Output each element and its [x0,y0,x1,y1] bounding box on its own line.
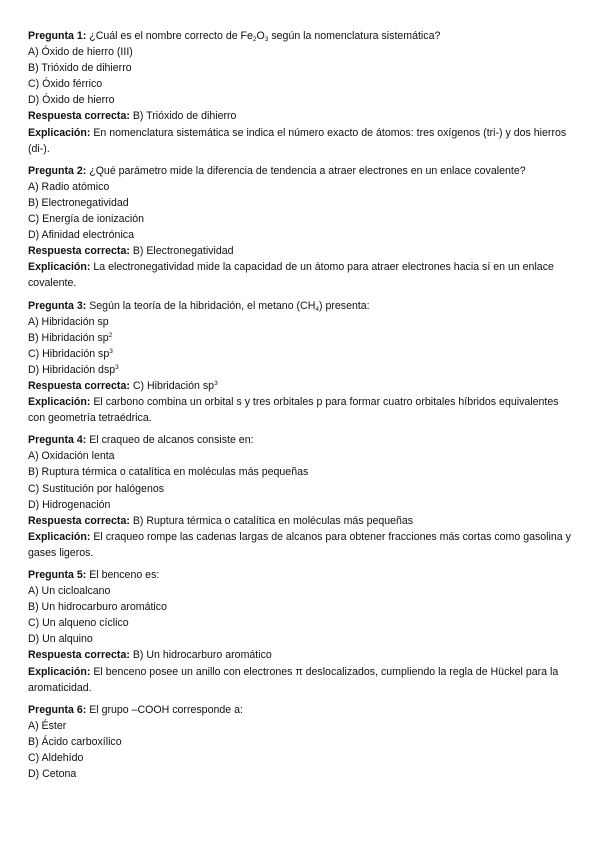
question-4 [28,432,573,561]
question-prompt: Pregunta 6: El grupo –COOH corresponde a: [28,703,243,716]
correct-answer-label: Respuesta correcta: [28,514,130,527]
option-c: C) Un alqueno cíclico [28,617,129,630]
option-d: D) Un alquino [28,633,93,646]
correct-answer-label: Respuesta correcta: [28,110,130,123]
question-3 [28,298,573,427]
correct-answer-label: Respuesta correcta: [28,245,130,258]
option-d: D) Hibridación dsp$^3$ [28,363,119,376]
correct-answer-label: Respuesta correcta: [28,379,130,392]
question-number: Pregunta 4: [28,434,87,447]
question-number: Pregunta 3: [28,299,87,312]
question-number: Pregunta 1: [28,30,87,42]
explanation: Explicación: En nomenclatura sistemática se indica el número exacto de átomos: tres oxígenos (tri-) y dos hierros (di-). [28,126,567,155]
option-b: B) Ruptura térmica o catalítica en moléculas más pequeñas [28,466,309,479]
option-c: C) Aldehído [28,752,84,765]
explanation-label: Explicación: [28,126,91,139]
question-number: Pregunta 2: [28,164,87,177]
question-prompt: Pregunta 3: Según la teoría de la hibridación, el metano $(CH_4)$ presenta: [28,299,370,313]
option-b: B) Un hidrocarburo aromático [28,601,167,614]
question-6 [28,702,573,782]
explanation-label: Explicación: [28,261,91,274]
question-prompt: Pregunta 5: El benceno es: [28,569,160,581]
option-c: C) Energía de ionización [28,213,145,226]
option-d: D) Hidrogenación [28,498,111,511]
correct-answer-label: Respuesta correcta: [28,649,130,662]
option-d: D) Afinidad electrónica [28,229,134,242]
question-prompt: Pregunta 2: ¿Qué parámetro mide la diferencia de tendencia a atraer electrones en un enlace covalente? [28,164,526,177]
question-number: Pregunta 5: [28,569,87,581]
explanation: Explicación: El benceno posee un anillo con electrones π deslocalizados, cumpliendo la regla de Hückel para la aromaticidad. [28,665,559,694]
explanation: Explicación: El carbono combina un orbital s y tres orbitales p para formar cuatro orbitales híbridos equivalentes con geometría tetraédrica. [28,396,559,425]
question-1 [28,28,573,157]
quiz-document [28,28,573,788]
option-a: A) Éster [28,719,67,732]
option-a: A) Hibridación sp [28,315,109,328]
question-5 [28,567,573,696]
explanation-label: Explicación: [28,396,91,409]
option-a: A) Un cicloalcano [28,585,111,598]
option-c: C) Hibridación $sp^3$ [28,347,113,360]
correct-answer: Respuesta correcta: C) Hibridación $sp^3$ [28,379,218,392]
question-2 [28,163,573,292]
option-a: A) Oxidación lenta [28,450,115,463]
option-a: A) Óxido de hierro (III) [28,46,133,59]
option-a: A) Radio atómico [28,180,110,193]
question-prompt: Pregunta 1: ¿Cuál es el nombre correcto de $Fe_2O_3$ según la nomenclatura sistemática? [28,30,441,43]
explanation-label: Explicación: [28,665,91,678]
correct-answer: Respuesta correcta: B) Trióxido de dihierro [28,110,237,123]
option-b: B) Electronegatividad [28,196,129,209]
option-b: B) Trióxido de dihierro [28,62,132,75]
correct-answer: Respuesta correcta: B) Ruptura térmica o catalítica en moléculas más pequeñas [28,514,414,527]
correct-answer: Respuesta correcta: B) Electronegatividad [28,245,234,258]
option-b: B) Hibridación $sp^2$ [28,331,113,344]
explanation-label: Explicación: [28,530,91,543]
question-number: Pregunta 6: [28,703,87,716]
explanation: Explicación: La electronegatividad mide la capacidad de un átomo para atraer electrones hacia sí en un enlace covalente. [28,261,554,290]
question-prompt: Pregunta 4: El craqueo de alcanos consiste en: [28,434,254,447]
option-d: D) Óxido de hierro [28,94,115,107]
option-b: B) Ácido carboxílico [28,735,122,748]
option-c: C) Óxido férrico [28,78,103,91]
option-c: C) Sustitución por halógenos [28,482,165,495]
option-d: D) Cetona [28,768,77,781]
explanation: Explicación: El craqueo rompe las cadenas largas de alcanos para obtener fracciones más cortas como gasolina y gases ligeros. [28,530,571,559]
correct-answer: Respuesta correcta: B) Un hidrocarburo aromático [28,649,272,662]
